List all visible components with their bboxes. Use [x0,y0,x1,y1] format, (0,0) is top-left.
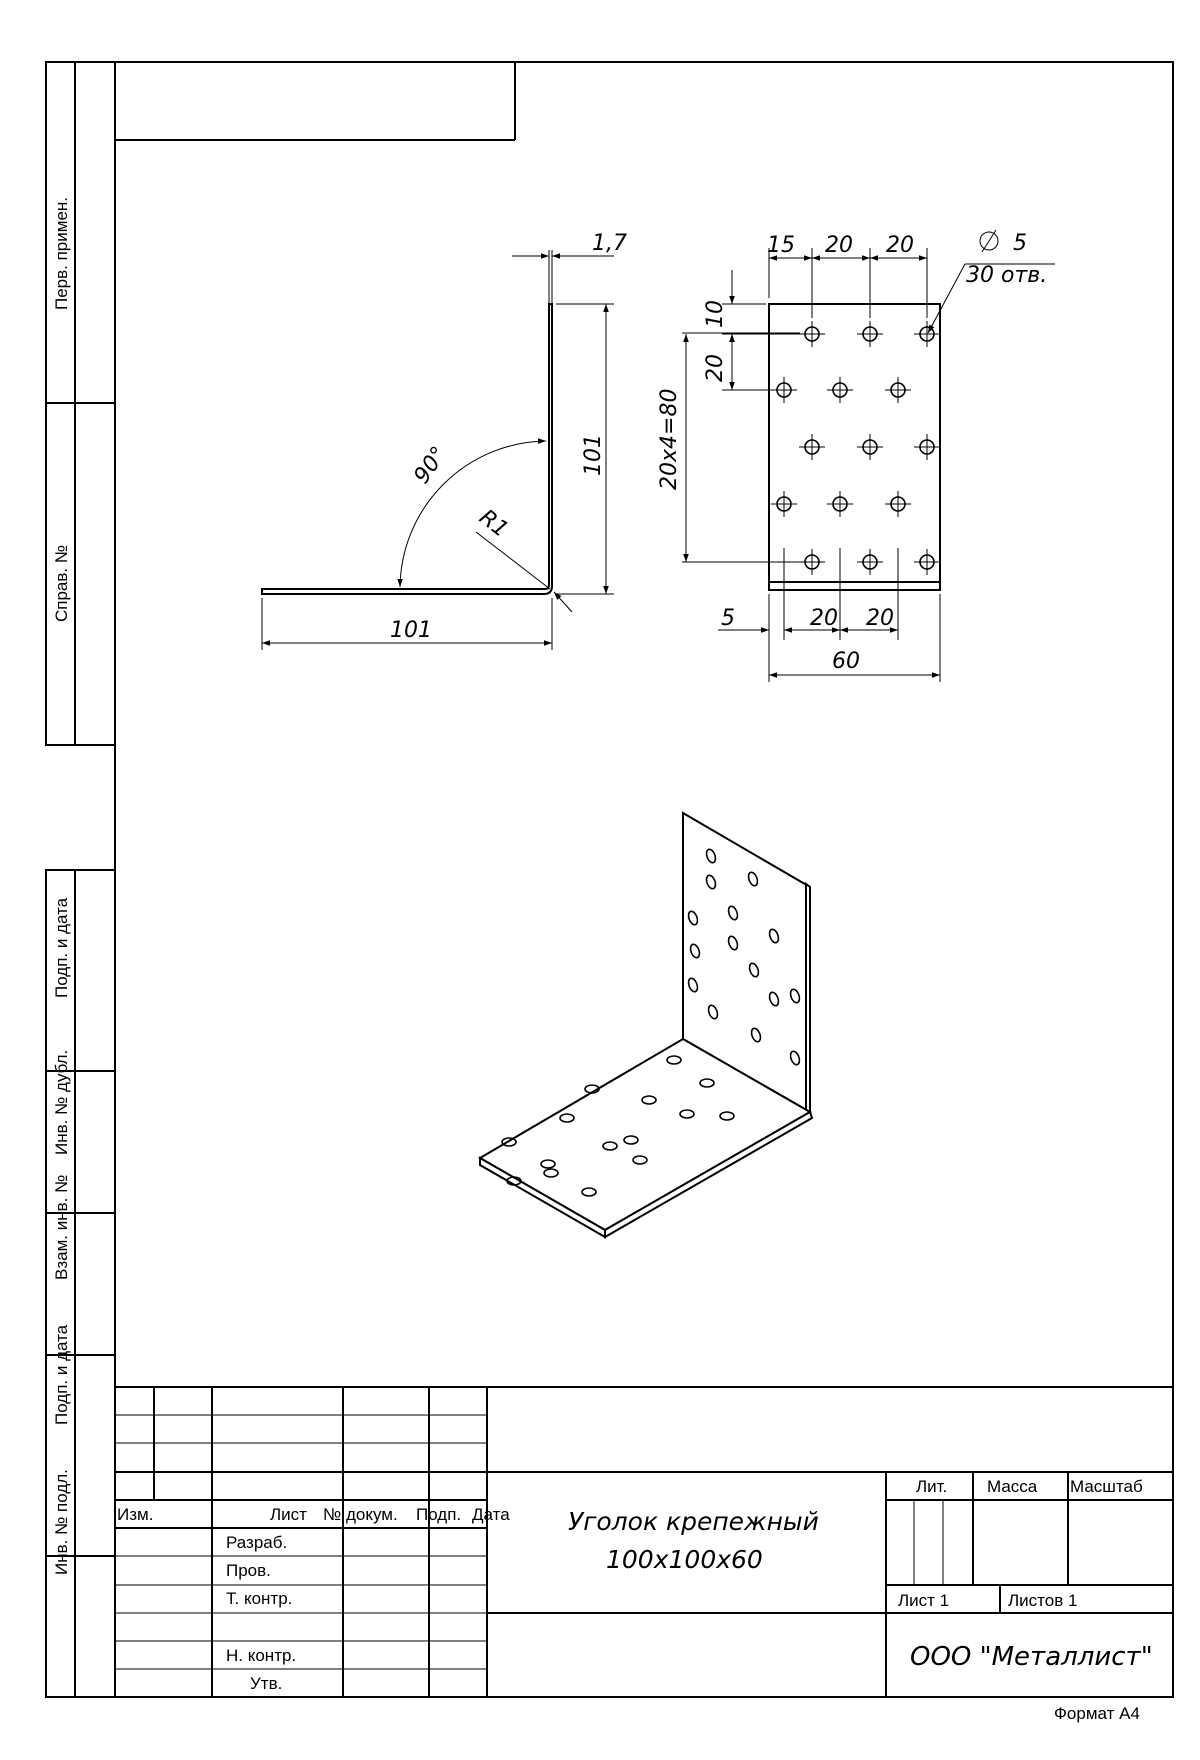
front-view [657,230,1055,682]
dim-v-20: 20 [703,354,728,382]
dim-width-side: 101 [390,618,432,643]
drawing-frame [115,62,1173,1697]
header-podp: Подп. [416,1505,462,1524]
header-data: Дата [472,1505,510,1524]
format-label: Формат А4 [1054,1704,1140,1723]
side-label-vzam-inv: Взам. инв. № [52,1174,71,1280]
dim-radius: R1 [474,505,513,543]
row-nkontr: Н. контр. [226,1646,297,1665]
dim-hole-diameter: 5 [1013,231,1027,256]
side-label-inv-podl: Инв. № подл. [52,1469,71,1575]
header-dokum: № докум. [323,1505,398,1524]
row-utv: Утв. [250,1674,283,1693]
cell-sheet: Лист 1 [898,1591,950,1610]
company-name: ООО "Металлист" [910,1642,1153,1672]
angle-profile [262,304,552,594]
side-stamp-lower [46,870,115,1697]
header-izm: Изм. [117,1505,154,1524]
side-view [262,231,627,650]
dim-v-total: 20х4=80 [657,388,682,490]
part-name-line2: 100х100х60 [606,1545,763,1574]
part-name-line1: Уголок крепежный [568,1507,819,1536]
row-tkontr: Т. контр. [226,1589,293,1608]
dim-top-20b: 20 [886,233,914,258]
dim-bottom-20a: 20 [810,606,838,631]
side-label-inv-dubl: Инв. № дубл. [52,1049,71,1155]
dim-height-side: 101 [581,434,606,476]
side-label-podp-data-2: Подп. и дата [52,1324,71,1425]
side-stamp-upper [46,62,115,745]
dim-thickness: 1,7 [592,231,627,256]
dim-width-60: 60 [832,649,860,674]
dim-hole-count: 30 отв. [966,263,1048,288]
cell-massa: Масса [987,1477,1038,1496]
isometric-view [480,813,812,1237]
title-block [115,1387,1173,1697]
side-label-sprav-no: Справ. № [52,544,71,622]
header-list: Лист [270,1505,307,1524]
side-label-perv-primen: Перв. примен. [52,196,71,310]
dim-v-10: 10 [703,300,728,328]
row-prov: Пров. [226,1561,271,1580]
cell-masshtab: Масштаб [1070,1477,1143,1496]
dim-bottom-5: 5 [721,606,735,631]
side-label-podp-data-1: Подп. и дата [52,897,71,998]
row-razrab: Разраб. [226,1533,288,1552]
dim-top-15: 15 [767,233,795,258]
dim-angle: 90° [409,442,453,489]
dim-bottom-20b: 20 [866,606,894,631]
dim-top-20a: 20 [825,233,853,258]
cell-sheets: Листов 1 [1008,1591,1078,1610]
cell-lit: Лит. [916,1477,948,1496]
